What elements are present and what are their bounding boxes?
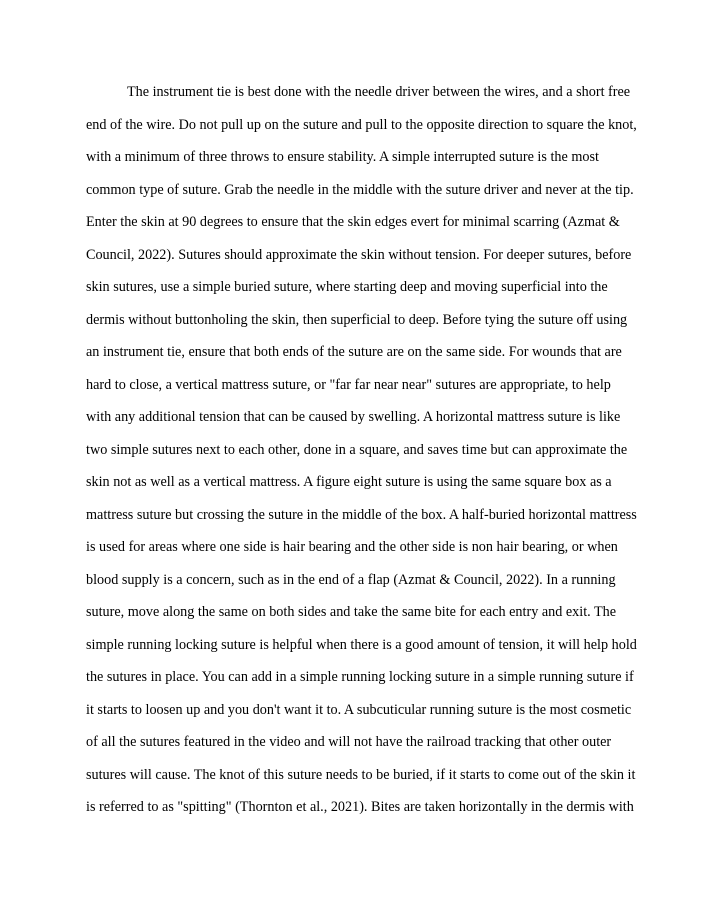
paragraph-line: Enter the skin at 90 degrees to ensure that the skin edges evert for minimal scarring (Azmat & bbox=[86, 214, 620, 230]
paragraph-line: skin sutures, use a simple buried suture, where starting deep and moving superficial into the bbox=[86, 279, 608, 295]
paragraph-line: skin not as well as a vertical mattress. A figure eight suture is using the same square box as a bbox=[86, 474, 612, 490]
paragraph-line: it starts to loosen up and you don't want it to. A subcuticular running suture is the most cosmetic bbox=[86, 701, 632, 718]
paragraph-line: an instrument tie, ensure that both ends of the suture are on the same side. For wounds that are bbox=[86, 344, 622, 360]
body-paragraph bbox=[86, 76, 638, 824]
paragraph-line: is used for areas where one side is hair bearing and the other side is non hair bearing, or when bbox=[86, 539, 618, 555]
paragraph-line: common type of suture. Grab the needle in the middle with the suture driver and never at the tip. bbox=[86, 181, 634, 198]
paragraph-line: is referred to as "spitting" (Thornton et al., 2021). Bites are taken horizontally in the dermis with bbox=[86, 799, 634, 815]
paragraph-line: The instrument tie is best done with the needle driver between the wires, and a short free bbox=[127, 84, 631, 100]
paragraph-line: blood supply is a concern, such as in the end of a flap (Azmat & Council, 2022). In a running bbox=[86, 571, 616, 588]
paragraph-line: Council, 2022). Sutures should approximate the skin without tension. For deeper sutures, before bbox=[86, 246, 632, 263]
paragraph-line: hard to close, a vertical mattress suture, or "far far near near" sutures are appropriate, to help bbox=[86, 376, 611, 393]
paragraph-line: with a minimum of three throws to ensure stability. A simple interrupted suture is the most bbox=[86, 149, 599, 165]
paragraph-line: simple running locking suture is helpful when there is a good amount of tension, it will help hold bbox=[86, 636, 637, 653]
paragraph-line: suture, move along the same on both sides and take the same bite for each entry and exit. The bbox=[86, 604, 617, 620]
paragraph-line: dermis without buttonholing the skin, then superficial to deep. Before tying the suture off using bbox=[86, 311, 628, 328]
paragraph-line: sutures will cause. The knot of this suture needs to be buried, if it starts to come out of the skin it bbox=[86, 766, 636, 783]
paragraph-line: with any additional tension that can be caused by swelling. A horizontal mattress suture is like bbox=[86, 409, 621, 425]
paragraph-line: mattress suture but crossing the suture in the middle of the box. A half-buried horizontal mattress bbox=[86, 506, 637, 523]
paragraph-line: the sutures in place. You can add in a simple running locking suture in a simple running suture if bbox=[86, 669, 634, 685]
paragraph-line: two simple sutures next to each other, done in a square, and saves time but can approximate the bbox=[86, 441, 628, 458]
paragraph-line: of all the sutures featured in the video and will not have the railroad tracking that other outer bbox=[86, 734, 612, 750]
paragraph-line: end of the wire. Do not pull up on the suture and pull to the opposite direction to square the knot, bbox=[86, 116, 637, 133]
